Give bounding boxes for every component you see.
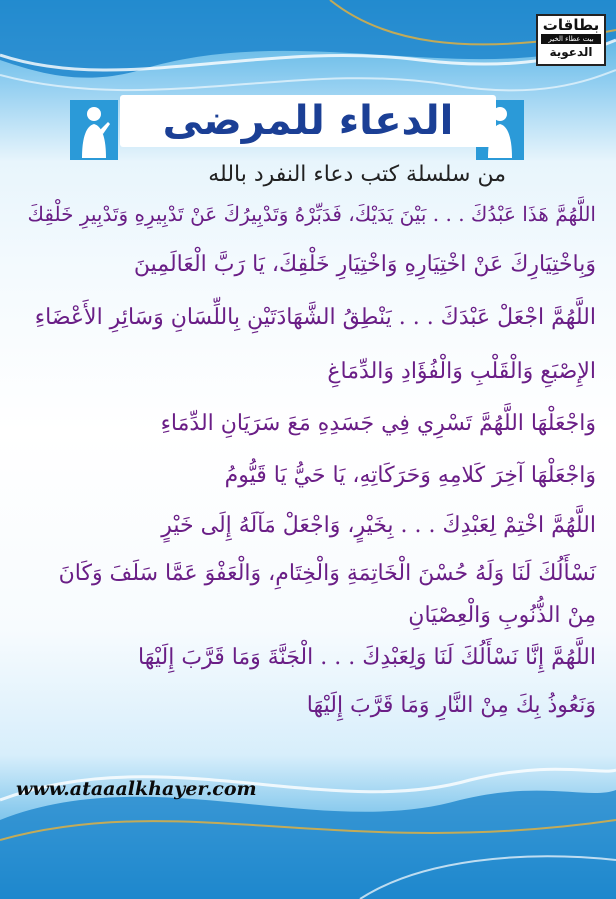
dua-line: وَنَعُوذُ بِكَ مِنْ النَّارِ وَمَا قَرَّبَ إِلَيْهَا (306, 693, 596, 718)
logo-line-1: بطاقات (542, 16, 600, 34)
logo-badge (536, 14, 606, 66)
dua-line: اللَّهُمَّ اجْعَلْ عَبْدَكَ . . . يَنْطِقُ الشَّهَادَتَيْنِ بِاللِّسَانِ وَسَائِرِ الأَعْضَاءِ (34, 305, 596, 330)
subtitle: من سلسلة كتب دعاء النفرد بالله (208, 162, 506, 187)
praying-figure-icon-left (70, 100, 118, 160)
logo-line-3: الدعوية (549, 45, 593, 59)
dua-line: اللَّهُمَّ هَذَا عَبْدُكَ . . . بَيْنَ يَدَيْكَ، فَدَبِّرْهُ وَتَدْبِيرُكَ عَنْ تَدْبِيرِهِ وَتَدْبِيرِ خَلْقِكَ (27, 202, 596, 226)
page-title: الدعاء للمرضى (120, 95, 496, 147)
dua-line: نَسْأَلُكَ لَنَا وَلَهُ حُسْنَ الْخَاتِمَةِ وَالْخِتَامِ، وَالْعَفْوَ عَمَّا سَلَفَ وَكَانَ (58, 561, 596, 586)
dua-line: مِنْ الذُّنُوبِ وَالْعِصْيَانِ (408, 603, 596, 628)
logo-line-2: بيت عطاء الخير (541, 34, 601, 44)
dua-line: وَاجْعَلْهَا آخِرَ كَلامِهِ وَحَرَكَاتِهِ، يَا حَيُّ يَا قَيُّومُ (224, 463, 596, 488)
dua-line: اللَّهُمَّ إِنَّا نَسْأَلُكَ لَنَا وَلِعَبْدِكَ . . . الْجَنَّةَ وَمَا قَرَّبَ إِلَيْهَا (138, 645, 596, 670)
dua-line: الإِصْبَعِ وَالْقَلْبِ وَالْفُؤَادِ وَالدِّمَاغِ (327, 359, 596, 384)
website-url: www.ataaalkhayer.com (16, 778, 257, 800)
dua-line: وَبِاخْتِيَارِكَ عَنْ اخْتِيَارِهِ وَاخْتِيَارِ خَلْقِكَ، يَا رَبَّ الْعَالَمِينَ (133, 252, 596, 277)
dua-line: اللَّهُمَّ اخْتِمْ لِعَبْدِكَ . . . بِخَيْرٍ، وَاجْعَلْ مَآلَهُ إِلَى خَيْرٍ (161, 513, 596, 538)
dua-line: وَاجْعَلْهَا اللَّهُمَّ تَسْرِي فِي جَسَدِهِ مَعَ سَرَيَانِ الدِّمَاءِ (160, 411, 596, 436)
